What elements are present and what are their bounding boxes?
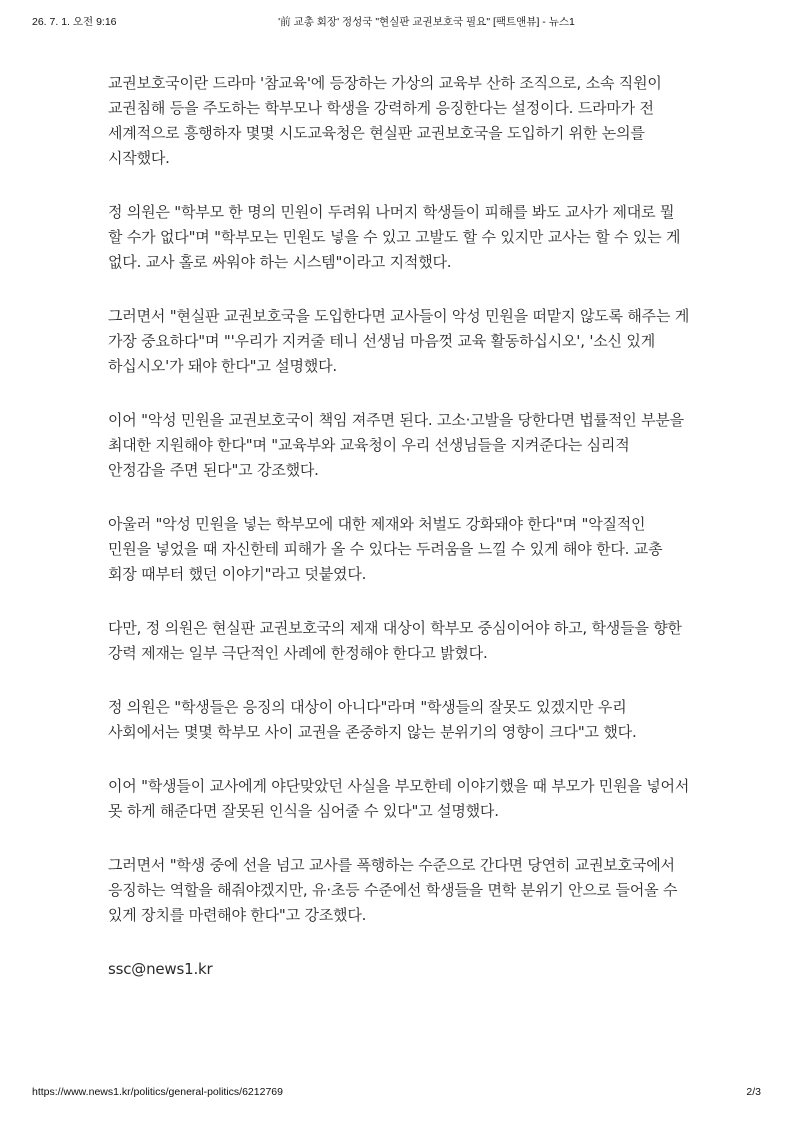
article-paragraph: 정 의원은 "학생들은 응징의 대상이 아니다"라며 "학생들의 잘못도 있겠지만 우리 사회에서는 몇몇 학부모 사이 교권을 존중하지 않는 분위기의 영향이 크다"고 했다. <box>108 698 637 741</box>
article-paragraph: 이어 "학생들이 교사에게 야단맞았던 사실을 부모한테 이야기했을 때 부모가 민원을 넣어서 못 하게 해준다면 잘못된 인식을 심어줄 수 있다"고 설명했다. <box>108 777 690 820</box>
print-footer <box>32 1086 761 1100</box>
article-paragraph: 그러면서 "학생 중에 선을 넘고 교사를 폭행하는 수준으로 간다면 당연히 교권보호국에서 응징하는 역할을 해줘야겠지만, 유·초등 수준에선 학생들을 면학 분위기 안으로 들어올 수 있게 장치를 마련해야 한다"고 강조했다. <box>108 856 678 924</box>
article-paragraph: 다만, 정 의원은 현실판 교권보호국의 제재 대상이 학부모 중심이어야 하고, 학생들을 향한 강력 제재는 일부 극단적인 사례에 한정해야 한다고 밝혔다. <box>108 619 682 662</box>
article-paragraph: 정 의원은 "학부모 한 명의 민원이 두려워 나머지 학생들이 피해를 봐도 교사가 제대로 뭘 할 수가 없다"며 "학부모는 민원도 넣을 수 있고 고발도 할 수 있지만 교사는 할 수 있는 게 없다. 교사 홀로 싸워야 하는 시스템"이라고 지적했다. <box>108 203 681 271</box>
print-date: 26. 7. 1. 오전 9:16 <box>32 16 117 28</box>
article-paragraph: 아울러 "악성 민원을 넣는 학부모에 대한 제재와 처벌도 강화돼야 한다"며 "악질적인 민원을 넣었을 때 자신한테 피해가 올 수 있다는 두려움을 느낄 수 있게 해야 한다. 교총 회장 때부터 했던 이야기"라고 덧붙였다. <box>108 515 663 583</box>
page-number: 2/3 <box>746 1086 761 1098</box>
article-paragraph: 이어 "악성 민원을 교권보호국이 책임 져주면 된다. 고소·고발을 당한다면 법률적인 부분을 최대한 지원해야 한다"며 "교육부와 교육청이 우리 선생님들을 지켜준다는 심리적 안정감을 주면 된다"고 강조했다. <box>108 411 684 479</box>
print-header <box>32 14 761 30</box>
page-url: https://www.news1.kr/politics/general-politics/6212769 <box>32 1086 283 1098</box>
article-body <box>108 71 690 1011</box>
page-title: '前 교총 회장' 정성국 "현실판 교권보호국 필요" [팩트앤뷰] - 뉴스1 <box>278 16 575 28</box>
reporter-email: ssc@news1.kr <box>108 960 213 978</box>
article-paragraph: 그러면서 "현실판 교권보호국을 도입한다면 교사들이 악성 민원을 떠맡지 않도록 해주는 게 가장 중요하다"며 "'우리가 지켜줄 테니 선생님 마음껏 교육 활동하십시오', '소신 있게 하십시오'가 돼야 한다"고 설명했다. <box>108 307 690 375</box>
article-paragraph: 교권보호국이란 드라마 '참교육'에 등장하는 가상의 교육부 산하 조직으로, 소속 직원이 교권침해 등을 주도하는 학부모나 학생을 강력하게 응징한다는 설정이다. 드라마가 전 세계적으로 흥행하자 몇몇 시도교육청은 현실판 교권보호국을 도입하기 위한 논의를 시작했다. <box>108 74 662 167</box>
